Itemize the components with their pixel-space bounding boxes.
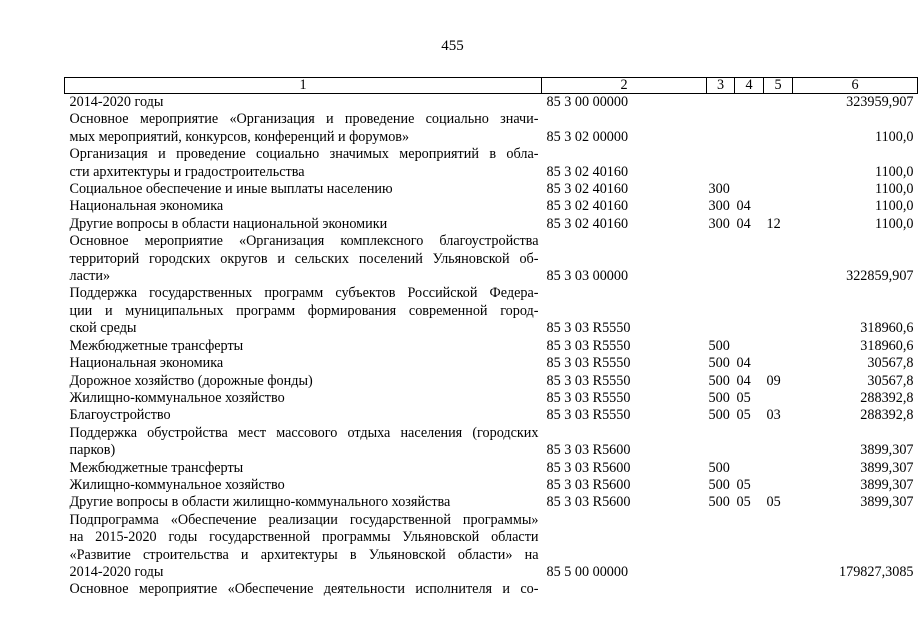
row-name (65, 198, 542, 215)
row-col-5 (764, 198, 793, 215)
table-row (65, 425, 918, 460)
row-name-line: ции и муниципальных программ формирования современной город- (69, 302, 539, 319)
row-name-line: территорий городских округов и сельских поселений Ульяновской об- (69, 250, 539, 267)
row-amount: 322859,907 (846, 268, 914, 285)
table-body (65, 94, 918, 599)
row-col-4 (735, 181, 764, 198)
row-amount: 318960,6 (860, 320, 914, 337)
table-row (65, 94, 918, 112)
row-name-line: Организация и проведение социально значимых мероприятий в обла- (69, 146, 539, 163)
row-col-4 (735, 111, 764, 146)
header-col-2: 2 (542, 78, 707, 94)
row-amount (793, 581, 918, 598)
row-name (65, 425, 542, 460)
row-col-4: 04 (736, 355, 751, 372)
row-col-4 (735, 233, 764, 285)
row-name-line: Национальная экономика (69, 355, 224, 372)
row-col-3 (707, 146, 735, 181)
table-row (65, 373, 918, 390)
row-code: 85 3 03 R5550 (546, 337, 631, 354)
row-name-line: «Развитие строительства и архитектуры в Ульяновской области» на (69, 546, 539, 563)
row-col-3 (707, 111, 735, 146)
row-code: 85 3 02 40160 (546, 163, 629, 180)
row-name-line: Основное мероприятие «Организация и проведение социально значи- (69, 111, 539, 128)
row-amount: 3899,307 (860, 459, 914, 476)
row-col-3: 500 (708, 337, 730, 354)
row-col-3 (707, 425, 735, 460)
header-col-5: 5 (764, 78, 793, 94)
row-amount: 318960,6 (860, 337, 914, 354)
row-name-line: сти архитектуры и градостроительства (69, 163, 305, 180)
row-col-3: 500 (708, 372, 730, 389)
row-amount: 3899,307 (860, 442, 914, 459)
row-col-3: 300 (708, 198, 730, 215)
row-col-3 (707, 581, 735, 598)
row-col-5: 09 (766, 372, 781, 389)
row-name (65, 146, 542, 181)
row-name-line: 2014-2020 годы (69, 563, 164, 580)
row-col-3: 500 (708, 476, 730, 493)
header-col-4: 4 (735, 78, 764, 94)
row-col-5 (764, 146, 793, 181)
row-name (65, 460, 542, 477)
row-code: 85 3 02 40160 (546, 215, 629, 232)
table-row (65, 338, 918, 355)
row-code: 85 3 03 R5600 (546, 442, 631, 459)
row-amount: 30567,8 (867, 372, 914, 389)
page-number: 455 (441, 38, 464, 54)
row-amount: 3899,307 (860, 476, 914, 493)
row-col-5: 12 (766, 215, 781, 232)
table-row (65, 407, 918, 424)
row-name-line: Социальное обеспечение и иные выплаты населению (69, 181, 393, 198)
row-col-5 (764, 355, 793, 372)
row-name-line: Основное мероприятие «Обеспечение деятельности исполнителя и со- (69, 581, 539, 598)
row-col-4: 05 (736, 494, 751, 511)
row-name (65, 216, 542, 233)
row-col-5 (764, 111, 793, 146)
row-name (65, 233, 542, 285)
row-name-line: мых мероприятий, конкурсов, конференций и форумов» (69, 128, 410, 145)
row-col-3 (707, 94, 735, 112)
row-name-line: Другие вопросы в области жилищно-коммунального хозяйства (69, 494, 451, 511)
row-col-5 (764, 390, 793, 407)
row-col-4: 05 (736, 389, 751, 406)
row-col-5 (764, 460, 793, 477)
row-name (65, 477, 542, 494)
row-col-5 (764, 181, 793, 198)
header-row (65, 78, 918, 94)
row-col-4 (735, 425, 764, 460)
header-col-1: 1 (65, 78, 542, 94)
table-row (65, 355, 918, 372)
header-col-6: 6 (793, 78, 918, 94)
table-row (65, 390, 918, 407)
table-row (65, 233, 918, 285)
row-col-4 (735, 338, 764, 355)
table-row (65, 477, 918, 494)
row-col-3: 300 (708, 215, 730, 232)
row-name (65, 407, 542, 424)
row-col-4 (735, 146, 764, 181)
row-code: 85 3 03 00000 (546, 268, 629, 285)
header-col-3: 3 (707, 78, 735, 94)
row-col-3: 500 (708, 355, 730, 372)
row-amount: 1100,0 (875, 215, 914, 232)
row-code: 85 3 03 R5550 (546, 389, 631, 406)
row-code: 85 3 03 R5550 (546, 372, 631, 389)
row-name-line: Жилищно-коммунальное хозяйство (69, 476, 285, 493)
row-col-5 (764, 425, 793, 460)
row-code: 85 3 02 40160 (546, 181, 629, 198)
row-name (65, 181, 542, 198)
row-name (65, 355, 542, 372)
row-name-line: Межбюджетные трансферты (69, 459, 244, 476)
row-name-line: Поддержка государственных программ субъектов Российской Федера- (69, 285, 539, 302)
row-code: 85 3 03 R5600 (546, 476, 631, 493)
row-name-line: парков) (69, 442, 116, 459)
row-code: 85 3 03 R5600 (546, 459, 631, 476)
row-col-5 (764, 581, 793, 598)
budget-table (64, 77, 918, 599)
table-row (65, 111, 918, 146)
row-col-3: 500 (708, 389, 730, 406)
row-amount: 288392,8 (860, 389, 914, 406)
table-row (65, 198, 918, 215)
row-col-5: 05 (766, 494, 781, 511)
row-col-5 (764, 285, 793, 337)
row-amount: 1100,0 (875, 128, 914, 145)
row-name-line: ласти» (69, 268, 111, 285)
table-row (65, 146, 918, 181)
row-col-4: 04 (736, 215, 751, 232)
row-code: 85 3 00 00000 (546, 94, 629, 110)
row-amount: 30567,8 (867, 355, 914, 372)
row-name (65, 512, 542, 582)
row-name-line: Межбюджетные трансферты (69, 337, 244, 354)
row-code: 85 3 03 R5550 (546, 407, 631, 424)
row-name (65, 338, 542, 355)
row-name-line: ской среды (69, 320, 137, 337)
row-col-3: 300 (708, 181, 730, 198)
row-col-4: 04 (736, 198, 751, 215)
row-col-4: 04 (736, 372, 751, 389)
row-col-4: 05 (736, 476, 751, 493)
row-name-line: Поддержка обустройства мест массового отдыха населения (городских (69, 424, 539, 441)
row-code: 85 3 02 40160 (546, 198, 629, 215)
row-name-line: Дорожное хозяйство (дорожные фонды) (69, 372, 313, 389)
row-col-5 (764, 94, 793, 112)
row-amount: 1100,0 (875, 181, 914, 198)
table-row (65, 216, 918, 233)
row-col-4 (735, 94, 764, 112)
table-row (65, 460, 918, 477)
row-col-4 (735, 512, 764, 582)
table-row (65, 181, 918, 198)
row-col-3: 500 (708, 407, 730, 424)
row-code: 85 3 03 R5550 (546, 355, 631, 372)
row-code: 85 3 03 R5600 (546, 494, 631, 511)
row-amount: 323959,907 (846, 94, 914, 110)
row-amount: 1100,0 (875, 163, 914, 180)
row-amount: 179827,3085 (839, 563, 914, 580)
table-row (65, 285, 918, 337)
row-col-4: 05 (736, 407, 751, 424)
row-col-5 (764, 477, 793, 494)
table-row (65, 512, 918, 582)
row-name-line: Национальная экономика (69, 198, 224, 215)
row-name-line: Жилищно-коммунальное хозяйство (69, 389, 285, 406)
row-name (65, 581, 542, 598)
row-code (542, 581, 707, 598)
row-col-3: 500 (708, 494, 730, 511)
row-name-line: Другие вопросы в области национальной экономики (69, 215, 388, 232)
row-col-3 (707, 285, 735, 337)
row-name (65, 390, 542, 407)
row-col-5: 03 (766, 407, 781, 424)
table-row (65, 581, 918, 598)
row-col-4 (735, 285, 764, 337)
row-name-line: Подпрограмма «Обеспечение реализации государственной программы» (69, 511, 539, 528)
row-amount: 1100,0 (875, 198, 914, 215)
row-col-3 (707, 512, 735, 582)
row-name (65, 285, 542, 337)
row-code: 85 3 02 00000 (546, 128, 629, 145)
row-amount: 288392,8 (860, 407, 914, 424)
row-col-5 (764, 233, 793, 285)
row-code: 85 5 00 00000 (546, 563, 629, 580)
row-name-line: на 2015-2020 годы государственной программы Ульяновской области (69, 529, 539, 546)
row-name (65, 494, 542, 511)
table-row (65, 494, 918, 511)
row-col-4 (735, 581, 764, 598)
row-name-line: Благоустройство (69, 407, 171, 424)
row-col-3: 500 (708, 459, 730, 476)
table-header (65, 78, 918, 94)
row-col-4 (735, 460, 764, 477)
row-name (65, 373, 542, 390)
row-col-5 (764, 512, 793, 582)
row-amount: 3899,307 (860, 494, 914, 511)
row-col-5 (764, 338, 793, 355)
row-name-line: 2014-2020 годы (69, 94, 164, 110)
row-name (65, 111, 542, 146)
row-code: 85 3 03 R5550 (546, 320, 631, 337)
row-name-line: Основное мероприятие «Организация комплексного благоустройства (69, 233, 539, 250)
row-name (65, 94, 542, 112)
row-col-3 (707, 233, 735, 285)
